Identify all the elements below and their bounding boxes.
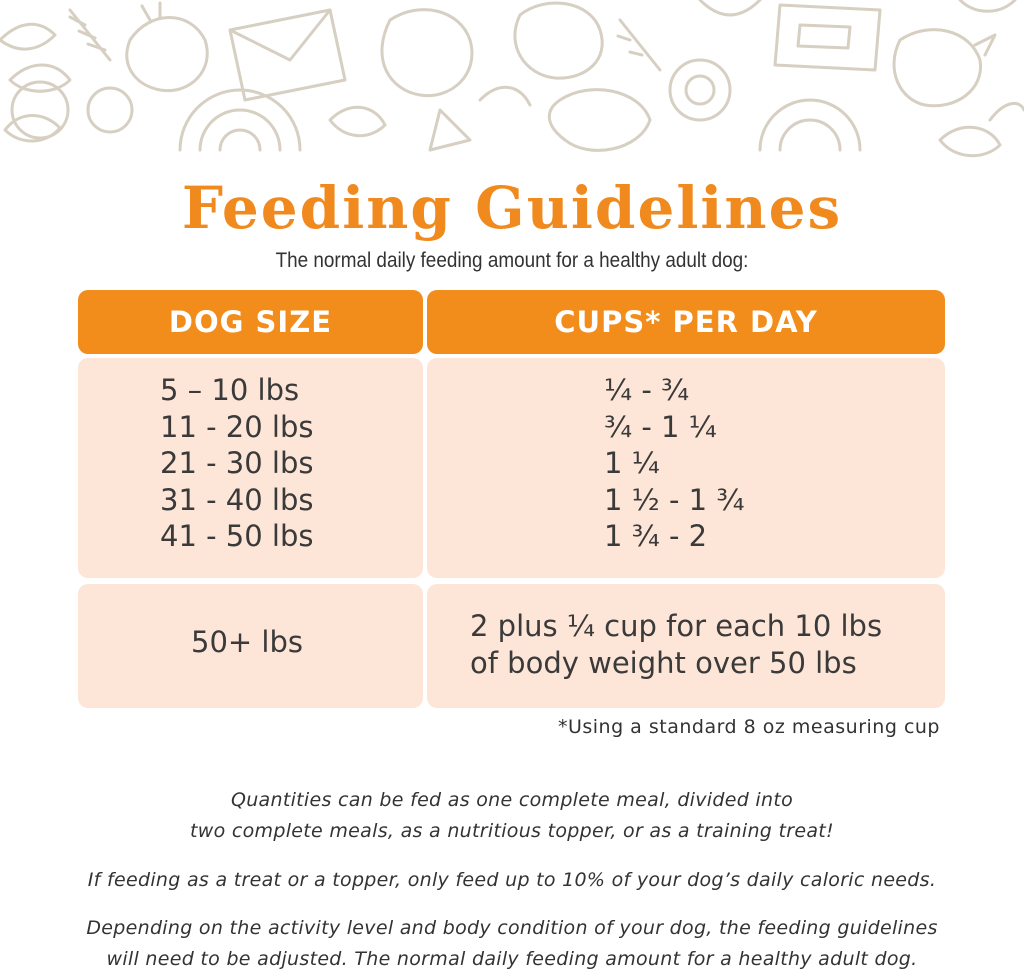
size-row: 31 - 40 lbs: [160, 482, 314, 517]
size-row: 11 - 20 lbs: [160, 409, 314, 444]
paragraph-line: will need to be adjusted. The normal daily feeding amount for a healthy adult dog.: [106, 948, 918, 970]
page-title: Feeding Guidelines: [181, 174, 843, 242]
leaf-icon: [0, 24, 55, 49]
food-line-art-decoration: [0, 0, 1024, 170]
paragraph-line: Quantities can be fed as one complete meal, divided into: [230, 789, 794, 811]
size-row: 5 – 10 lbs: [160, 373, 300, 407]
footnote: *Using a standard 8 oz measuring cup: [557, 716, 940, 738]
size-row: 41 - 50 lbs: [160, 519, 314, 553]
paragraph-adjust: [0, 913, 1024, 975]
paragraph-quantities: [0, 785, 1024, 847]
paragraph-line: If feeding as a treat or a topper, only feed up to 10% of your dog’s daily caloric needs.: [87, 869, 937, 891]
cups-row: ¼ - ¾: [604, 373, 690, 407]
large-cups-line: of body weight over 50 lbs: [470, 645, 857, 680]
dog-size-cell: [78, 358, 423, 578]
cups-row: ¾ - 1 ¼: [604, 409, 717, 444]
large-cups-line: 2 plus ¼ cup for each 10 lbs: [470, 609, 883, 643]
large-cups-cell: [427, 584, 945, 708]
header-cups-label: CUPS* PER DAY: [554, 305, 818, 339]
cups-row: 1 ¾ - 2: [604, 519, 708, 553]
cups-cell: [427, 358, 945, 578]
cups-row: 1 ¼: [604, 446, 660, 480]
paragraph-treat: [0, 865, 1024, 896]
header-dog-size: [78, 290, 423, 354]
paragraph-line: Depending on the activity level and body condition of your dog, the feeding guidelines: [86, 917, 938, 939]
header-dog-size-label: DOG SIZE: [168, 305, 333, 339]
size-row: 21 - 30 lbs: [160, 446, 314, 480]
page-subtitle: The normal daily feeding amount for a healthy adult dog:: [275, 249, 749, 272]
cups-row: 1 ½ - 1 ¾: [604, 482, 745, 517]
header-cups-per-day: [427, 290, 945, 354]
large-size-label: 50+ lbs: [191, 625, 303, 659]
paragraph-line: two complete meals, as a nutritious topper, or as a training treat!: [190, 820, 834, 842]
large-size-cell: [78, 584, 423, 708]
